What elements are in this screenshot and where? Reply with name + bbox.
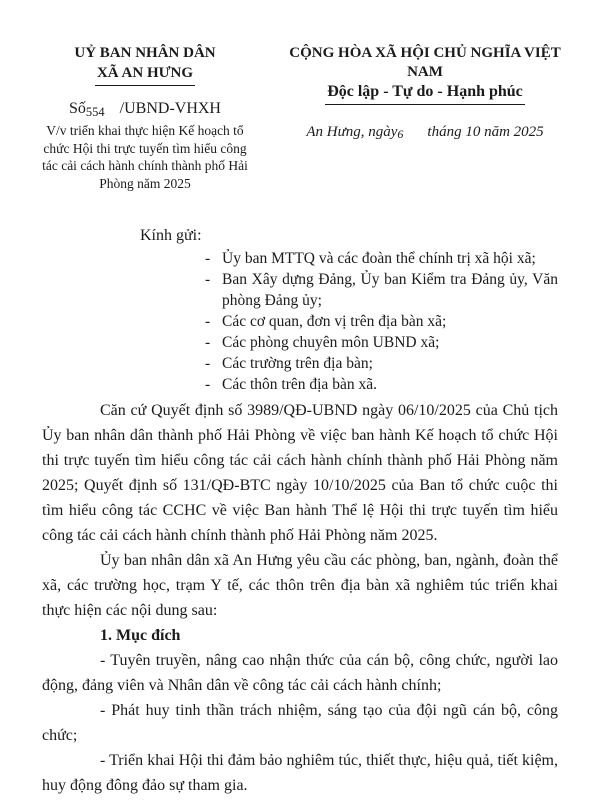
body-paragraph: Ủy ban nhân dân xã An Hưng yêu cầu các phòng, ban, ngành, đoàn thể xã, các trường học, trạm Y tế, các thôn trên địa bàn xã nghiêm túc triển khai thực hiện các nội dung sau: [42,552,558,619]
section-heading: 1. Mục đích [100,627,181,644]
recipient-text: Các thôn trên địa bàn xã. [222,376,377,393]
document-body [0,398,600,798]
recipient-item [205,374,558,395]
body-paragraph: - Phát huy tinh thần trách nhiệm, sáng tạo của đội ngũ cán bộ, công chức; [42,702,558,744]
dateline-rest: tháng 10 năm 2025 [427,124,544,140]
document-subject: V/v triển khai thực hiện Kế hoạch tổ chức Hội thi trực tuyến tìm hiểu công tác cải cách hành chính thành phố Hải Phòng năm 2025 [42,123,248,191]
issuer-parent-org: UỶ BAN NHÂN DÂN [74,45,216,61]
document-number-value: 554 [85,105,105,119]
list-dash: - [205,250,211,267]
recipient-text: Các phòng chuyên môn UBND xã; [222,334,440,351]
recipient-text: Ban Xây dựng Đảng, Ủy ban Kiểm tra Đảng ủy, Văn phòng Đảng ủy; [222,271,558,309]
list-dash: - [205,376,211,393]
recipients-section [0,225,600,395]
letterhead [0,0,600,192]
list-dash: - [205,334,211,351]
national-motto: Độc lập - Tự do - Hạnh phúc [325,82,525,105]
list-dash: - [205,313,211,330]
issuer-org-name: XÃ AN HƯNG [95,64,195,86]
list-dash: - [205,271,211,288]
dateline-prefix: An Hưng, ngày [306,124,398,140]
national-header-block [270,44,600,192]
body-paragraph: Căn cứ Quyết định số 3989/QĐ-UBND ngày 06/10/2025 của Chủ tịch Ủy ban nhân dân thành phố Hải Phòng về việc ban hành Kế hoạch tổ chức Hội thi trực tuyến tìm hiểu công tác cải cách hành chính thành phố Hải Phòng năm 2025; Quyết định số 131/QĐ-BTC ngày 10/10/2025 của Ban tổ chức cuộc thi tìm hiểu công tác CCHC về việc Ban hành Thể lệ Hội thi trực tuyến tìm hiểu công tác cải cách hành chính thành phố Hải Phòng năm 2025. [42,402,558,544]
recipient-item [205,269,558,311]
recipient-item [205,248,558,269]
list-dash: - [205,355,211,372]
issuer-block [20,44,270,192]
place-and-date [270,122,580,142]
recipient-item [205,311,558,332]
document-number [20,99,270,119]
body-paragraph: - Tuyên truyền, nâng cao nhận thức của cán bộ, công chức, người lao động, đảng viên và Nhân dân về công tác cải cách hành chính; [42,652,558,694]
recipient-text: Các cơ quan, đơn vị trên địa bàn xã; [222,313,447,330]
recipient-text: Các trường trên địa bàn; [222,355,373,372]
document-number-suffix: /UBND-VHXH [119,100,221,117]
body-paragraph: - Triển khai Hội thi đảm bảo nghiêm túc, thiết thực, hiệu quả, tiết kiệm, huy động đông đảo sự tham gia. [42,752,558,794]
national-title: CỘNG HÒA XÃ HỘI CHỦ NGHĨA VIỆT NAM [289,45,561,80]
dateline-day: 6 [397,127,404,141]
recipient-text: Ủy ban MTTQ và các đoàn thể chính trị xã hội xã; [222,250,536,267]
recipient-item [205,353,558,374]
recipients-list [205,248,558,395]
recipient-item [205,332,558,353]
document-number-label: Số [69,100,86,117]
recipients-label: Kính gửi: [140,227,202,244]
